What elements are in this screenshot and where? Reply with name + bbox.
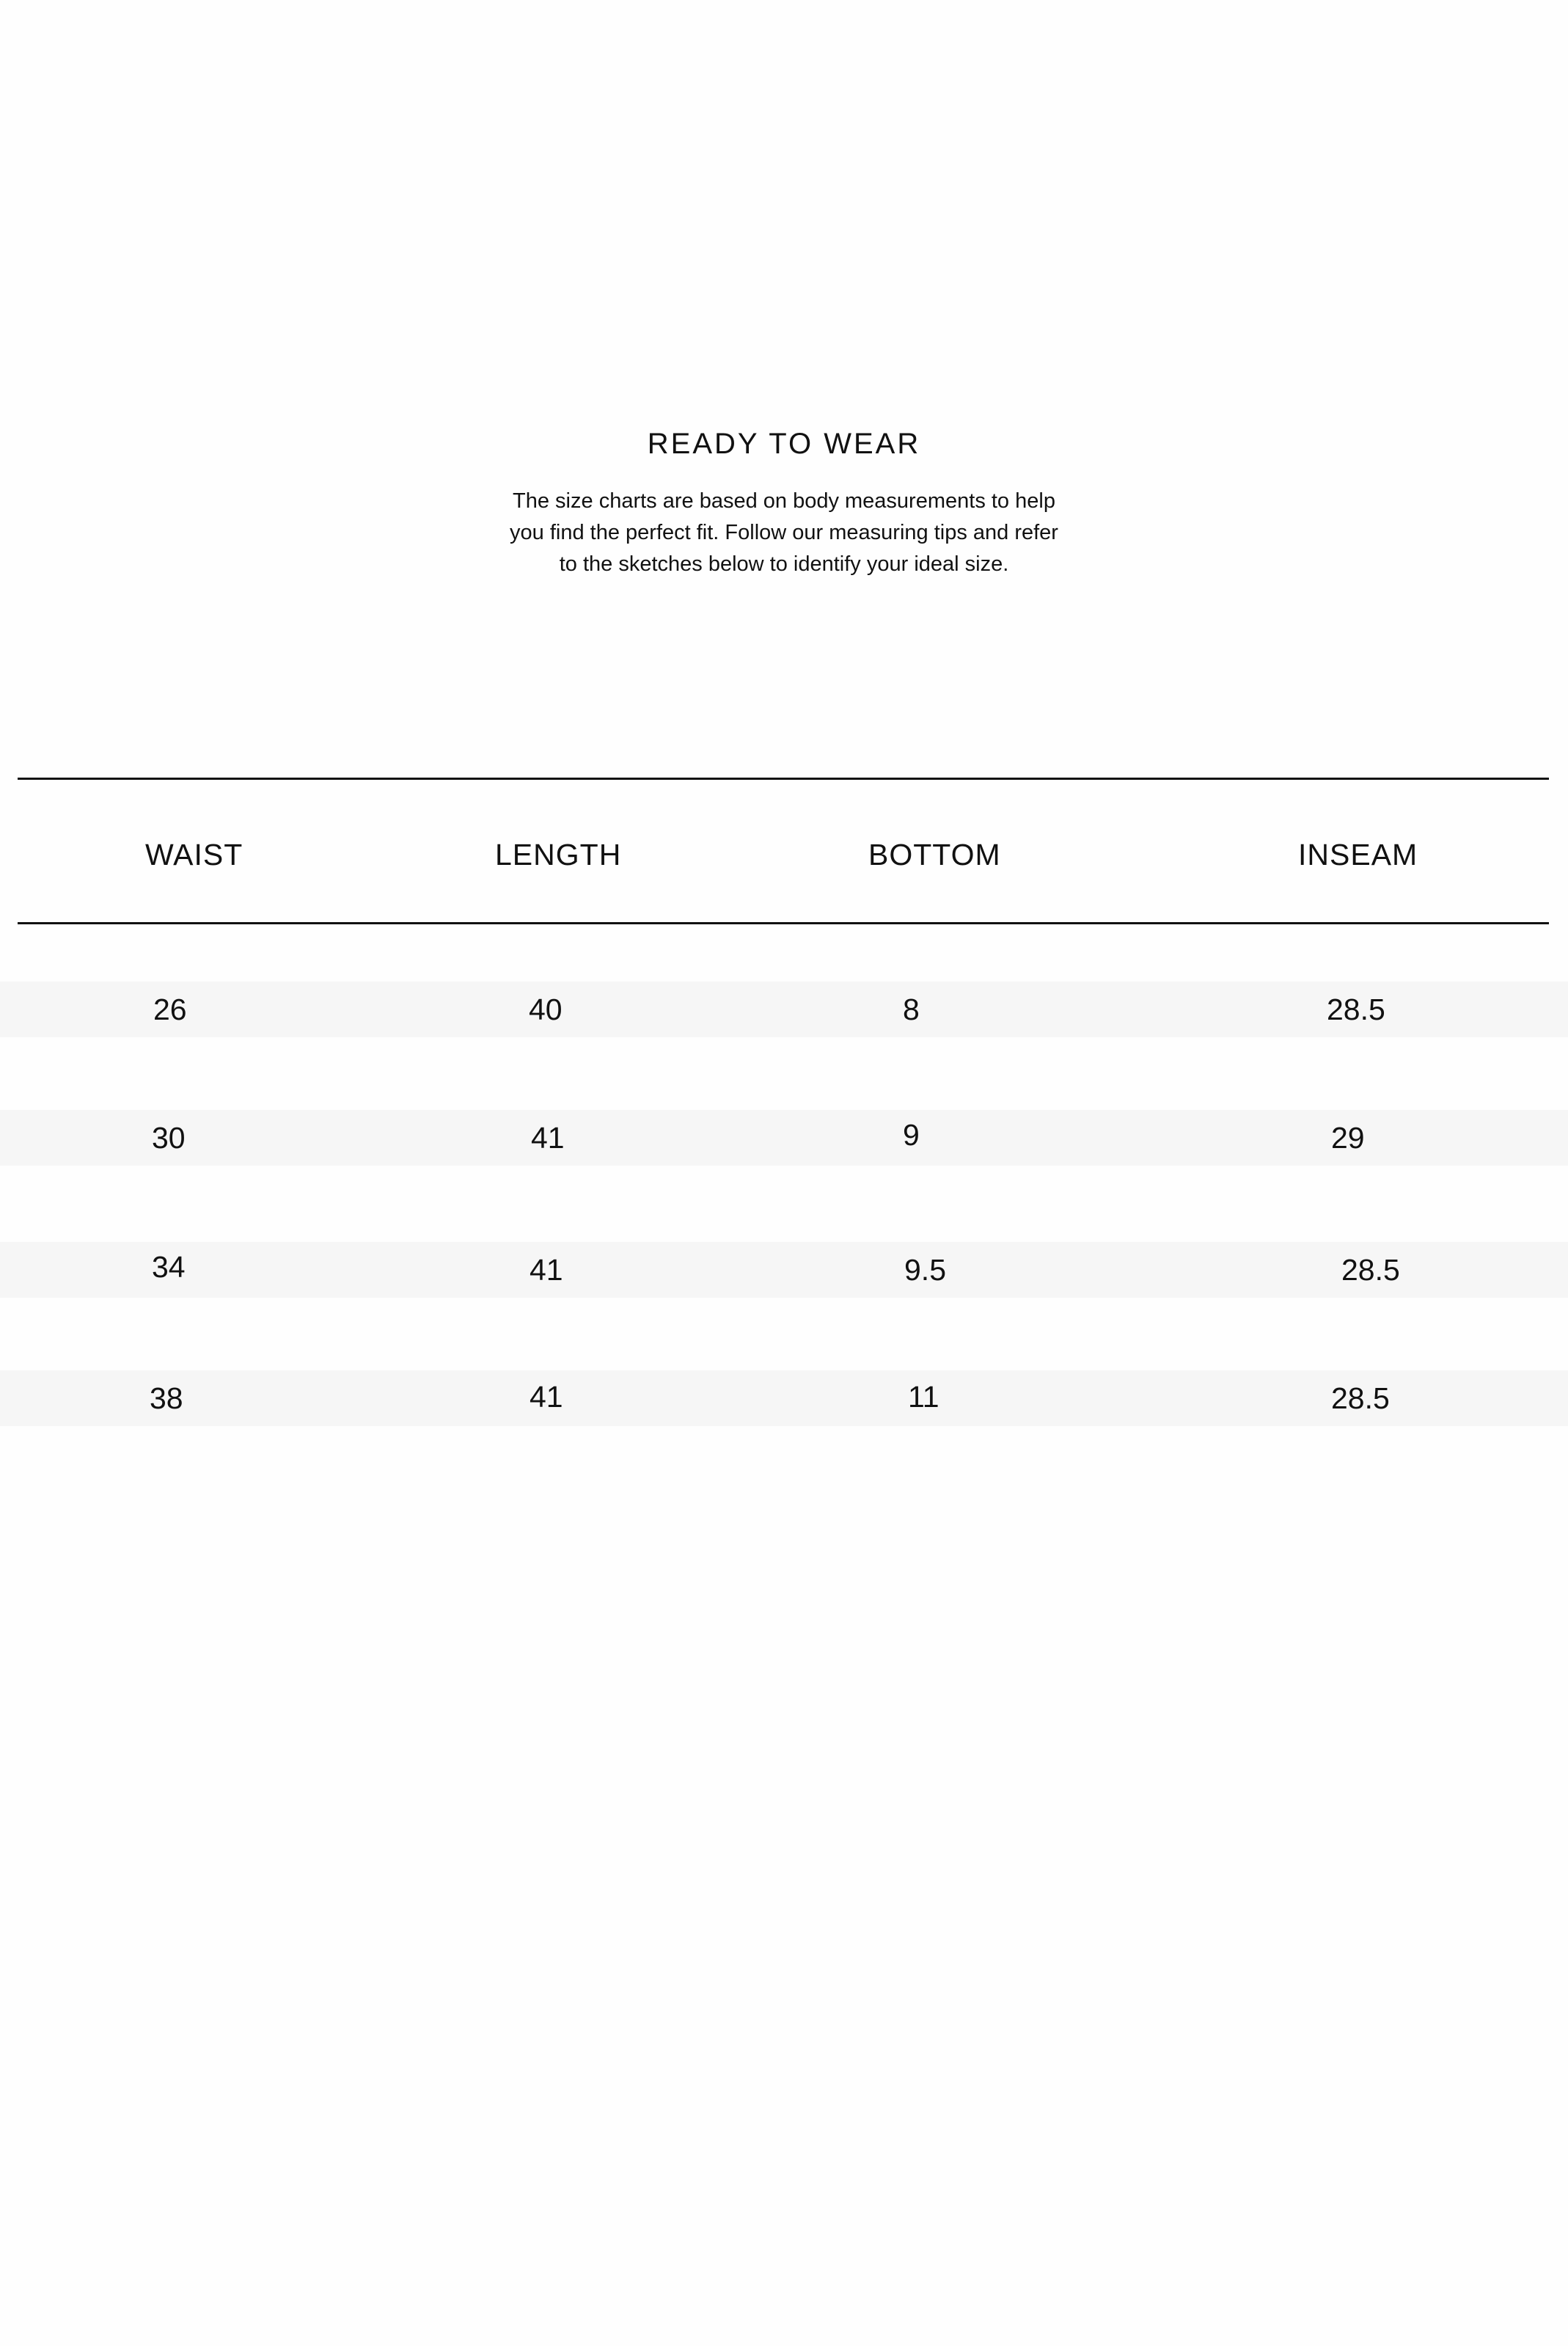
cell-waist: 26 xyxy=(153,993,187,1026)
cell-inseam: 28.5 xyxy=(1331,1381,1390,1415)
table-top-divider xyxy=(18,778,1549,780)
table-row xyxy=(0,982,1568,1037)
intro-line: The size charts are based on body measurements to help xyxy=(513,489,1055,513)
intro-line: you find the perfect fit. Follow our measuring tips and refer xyxy=(510,521,1058,544)
table-row xyxy=(0,1370,1568,1426)
cell-inseam: 28.5 xyxy=(1341,1253,1400,1287)
intro-text xyxy=(0,486,1568,580)
cell-waist: 38 xyxy=(150,1381,183,1415)
cell-inseam: 28.5 xyxy=(1327,993,1385,1026)
cell-length: 41 xyxy=(530,1380,563,1414)
cell-waist: 34 xyxy=(152,1250,186,1284)
intro-line: to the sketches below to identify your ideal size. xyxy=(559,552,1009,576)
column-header-length: LENGTH xyxy=(495,838,622,871)
cell-waist: 30 xyxy=(152,1121,186,1155)
cell-length: 41 xyxy=(530,1253,563,1287)
column-header-waist: WAIST xyxy=(145,838,243,871)
cell-bottom: 11 xyxy=(908,1380,939,1414)
column-header-bottom: BOTTOM xyxy=(868,838,1001,871)
table-row xyxy=(0,1110,1568,1166)
cell-bottom: 9.5 xyxy=(904,1253,946,1287)
cell-inseam: 29 xyxy=(1331,1121,1365,1155)
table-row xyxy=(0,1242,1568,1298)
table-header-divider xyxy=(18,922,1549,924)
page-title: READY TO WEAR xyxy=(647,428,921,460)
cell-bottom: 9 xyxy=(903,1118,920,1152)
cell-length: 41 xyxy=(531,1121,565,1155)
cell-bottom: 8 xyxy=(903,993,920,1026)
column-header-inseam: INSEAM xyxy=(1298,838,1418,871)
cell-length: 40 xyxy=(529,993,563,1026)
